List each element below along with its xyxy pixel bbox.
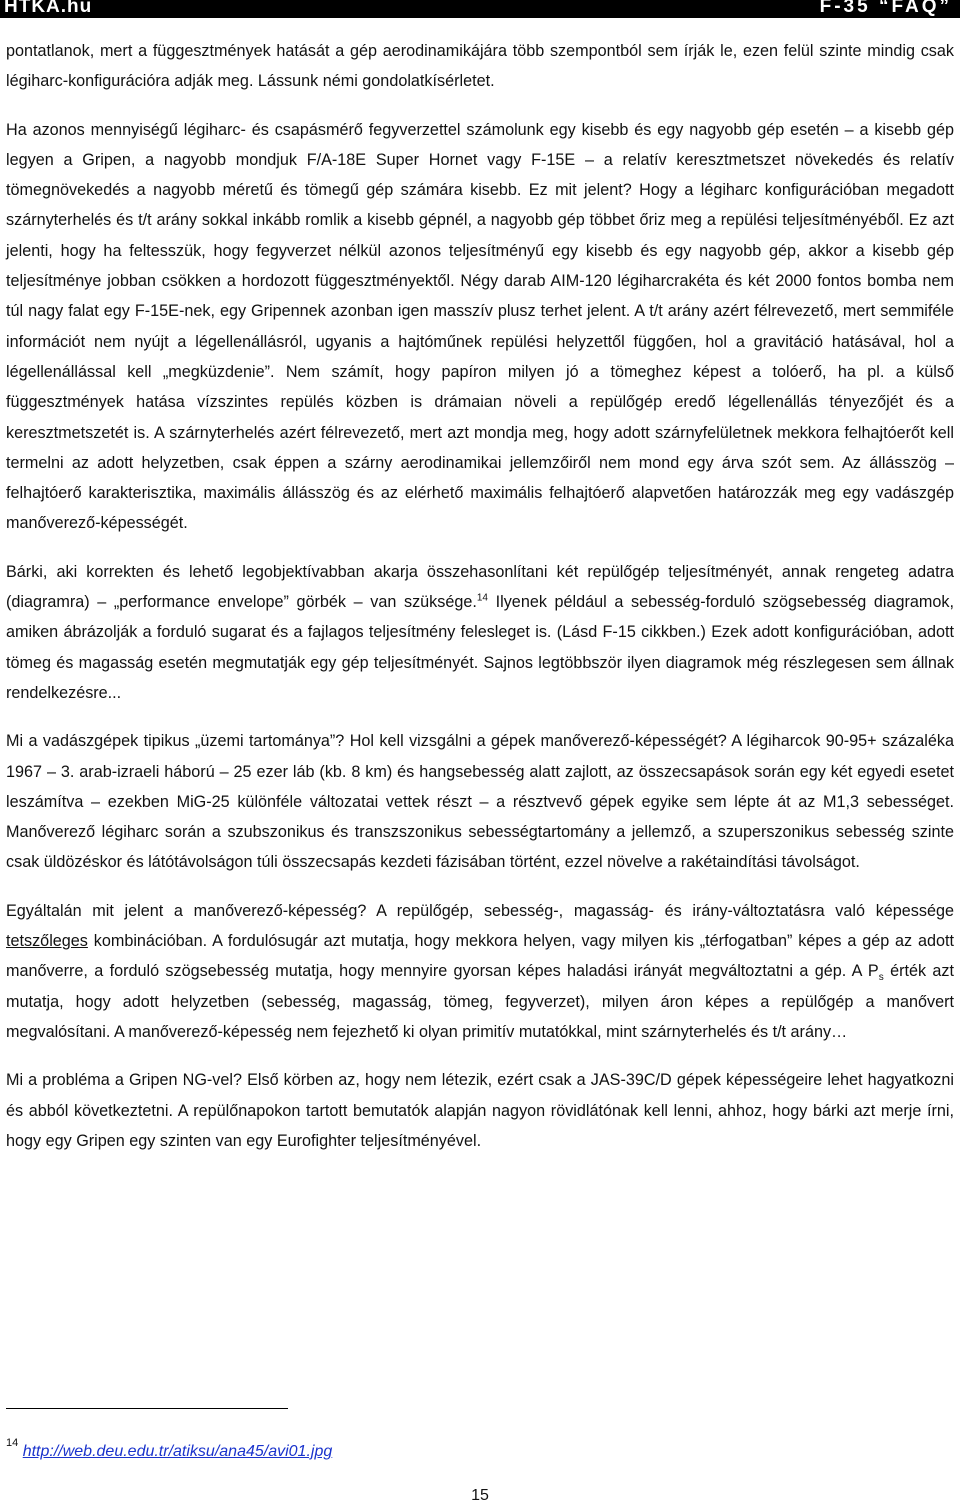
paragraph-5-text-b: kombinációban. A fordulósugár azt mutatja, hogy mekkora helyen, vagy milyen kis „térfogatban” képes a gép az adott manőverre, a forduló szögsebesség mutatja, hogy mennyire gyorsan képes haladási irányát megváltoztatni a gép. A P (6, 932, 954, 981)
underlined-word: tetszőleges (6, 932, 88, 951)
footnote-link[interactable]: http://web.deu.edu.tr/atiksu/ana45/avi01.jpg (22, 1443, 333, 1460)
paragraph-5-text-a: Egyáltalán mit jelent a manőverező-képesség? A repülőgép, sebesség-, magasság- és irány-változtatásra való képessége (6, 901, 954, 920)
paragraph-2: Ha azonos mennyiségű légiharc- és csapásmérő fegyverzettel számolunk egy kisebb és egy nagyobb gép esetén – a kisebb gép legyen a Gripen, a nagyobb mondjuk F/A-18E Super Hornet vagy F-15E – a relatív keresztmetszet növekedés és relatív tömegnövekedés a nagyobb méretű és tömegű gép számára kisebb. Ez mit jelent? Hogy a légiharc konfigurációban megadott szárnyterhelés és t/t arány sokkal inkább romlik a kisebb gépnél, a nagyobb gép többet őriz meg a repülési teljesítményéből. Ez azt jelenti, hogy ha feltesszük, hogy fegyverzet nélkül azonos teljesítményű egy kisebb és egy nagyobb gép, akkor a kisebb gép teljesítménye jobban csökken a hordozott függesztményektől. Négy darab AIM-120 légiharcrakéta és két 2000 fontos bomba nem túl nagy falat egy F-15E-nek, egy Gripennek azonban igen masszív plusz terhet jelent. A t/t arány azért félrevezető, mert semmiféle információt nem nyújt a légellenállásról, ugyanis a hajtóműnek repülési helyzettől függően, hol a gravitáció hatásával, hol a légellenállással kell „megküzdenie”. Nem számít, hogy papíron milyen jó a tömeghez képest a tolóerő, ha pl. a külső függesztmények hatása vízszintes repülés közben is drámaian növeli a repülőgép eredő légellenállás tényezőjét és a keresztmetszetét is. A szárnyterhelés azért félrevezető, mert azt mondja meg, hogy adott szárnyfelületnek mekkora felhajtóerőt kell termelni az adott helyzetben, csak éppen a szárny aerodinamikai jellemzőiről nem mond egy árva szót sem. Az állásszög – felhajtóerő karakterisztika, maximális állásszög és az elérhető maximális felhajtóerő alapvetően határozzák meg egy vadászgép manőverező-képességét. (6, 120, 954, 533)
footnote-number: 14 (6, 1436, 19, 1449)
page-number: 15 (471, 1487, 489, 1504)
paragraph-4: Mi a vadászgépek tipikus „üzemi tartománya”? Hol kell vizsgálni a gépek manőverező-képességét? A légiharcok 90-95+ százaléka 1967 – 3. arab-izraeli háború – 25 ezer láb (kb. 8 km) és hangsebesség alatt zajlott, az összecsapások során egy két egyedi esetet leszámítva – ezekben MiG-25 különféle változatai vettek részt – a résztvevő gépek egyike sem lépte át az M1,3 sebességet. Manőverező légiharc során a szubszonikus és transzszonikus sebességtartomány a jellemző, a szuperszonikus sebesség szinte csak üldözéskor és látótávolságon túli összecsapás kezdeti fázisában történt, ezzel növelve a rakétaindítási távolságot. (6, 732, 954, 872)
article-body (6, 36, 954, 1174)
document-title: F-35 “FAQ” (819, 0, 952, 17)
paragraph-3-text-b: Ilyenek például a sebesség-forduló szögsebesség diagramok, amiken ábrázolják a forduló sugarat és a fajlagos teljesítmény felesleget is. (Lásd F-15 cikkben.) Ezek adott konfigurációban, adott tömeg és magasság esetén megmutatják egy gép teljesítményét. Sajnos legtöbbször ilyen diagramok még részlegesen sem állnak rendelkezésre... (6, 593, 954, 702)
paragraph-3 (6, 557, 954, 708)
page-header (0, 0, 960, 18)
paragraph-3-text-a: Bárki, aki korrekten és lehető legobjektívabban akarja összehasonlítani két repülőgép teljesítményét, annak rengeteg adatra (diagramra) – „performance envelope” görbék – van szüksége. (6, 562, 954, 612)
footnote-divider (6, 1408, 288, 1409)
ps-subscript: s (878, 972, 884, 984)
paragraph-5 (6, 896, 954, 1047)
paragraph-5-text-c: érték azt mutatja, hogy adott helyzetben (sebesség, magasság, tömeg, fegyverzet), milyen áron képes a repülőgép a manővert megvalósítani. A manőverező-képesség nem fejezhető ki olyan primitív mutatókkal, mint szárnyterhelés és t/t arány… (6, 962, 954, 1041)
footnote (6, 1436, 333, 1462)
site-brand: HTKA.hu (4, 0, 93, 17)
footnote-reference[interactable]: 14 (476, 592, 488, 604)
paragraph-1: pontatlanok, mert a függesztmények hatását a gép aerodinamikájára több szempontból sem írják le, ezen felül szinte mindig csak légiharc-konfigurációra adják meg. Lássunk némi gondolatkísérletet. (6, 42, 954, 91)
paragraph-6: Mi a probléma a Gripen NG-vel? Első körben az, hogy nem létezik, ezért csak a JAS-39C/D gépek képességeire lehet hagyatkozni és abból következtetni. A repülőnapokon tartott bemutatók alapján nagyon rövidlátónak kell lenni, ahhoz, hogy bárki azt merje írni, hogy egy Gripen egy szinten van egy Eurofighter teljesítményével. (6, 1071, 954, 1150)
